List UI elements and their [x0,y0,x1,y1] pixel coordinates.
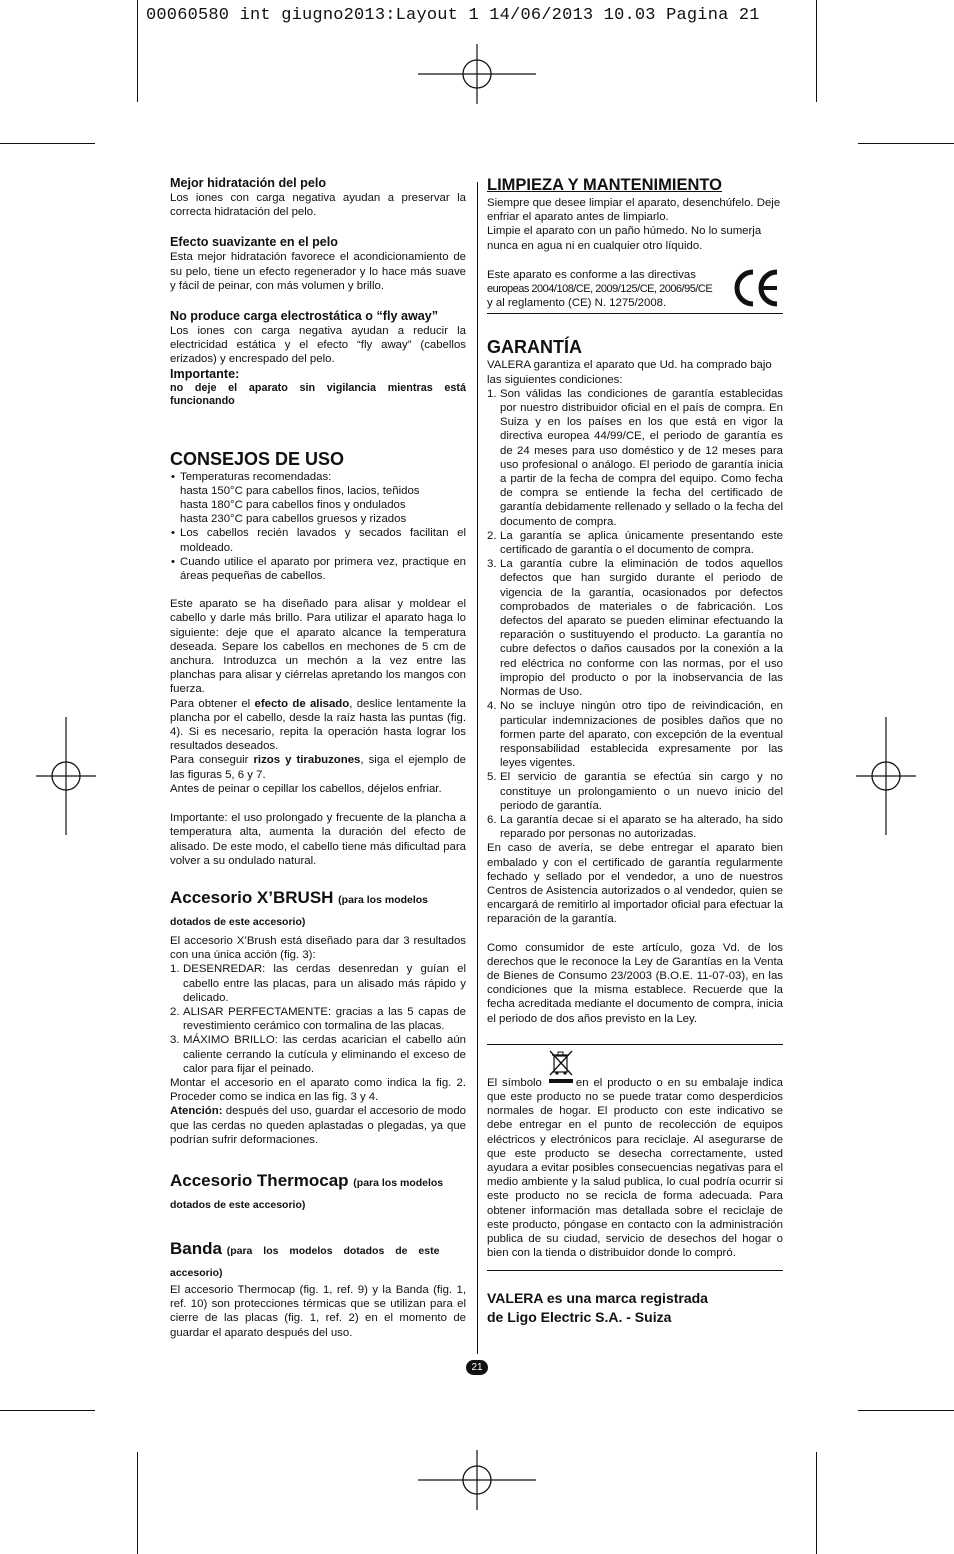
ce-compliance [487,268,783,311]
list-item: hasta 230°C para cabellos gruesos y rizados [180,513,407,526]
list-item: 6. La garantía decae si el aparato se ha alterado, ha sido reparado por personas no autorizadas. [487,813,783,841]
garantia-heading: GARANTÍA [487,337,582,358]
weee-notice [487,1049,783,1261]
list-item: 1. DESENREDAR: las cerdas desenredan y guían el cabello entre las placas, para un alisado más rápido y delicado. [170,963,466,1004]
list-item: hasta 150°C para cabellos finos, lacios, teñidos [180,484,420,497]
list-item: 2. La garantía se aplica únicamente presentando este certificado de garantía o el documento de compra. [487,529,783,557]
paragraph: Para obtener el efecto de alisado, deslice lentamente la plancha por el cabello, desde la raíz hasta las puntas (fig. 4). Si es necesario, repita la operación hasta lograr los resultados deseados. [170,697,466,753]
paragraph: Los iones con carga negativa ayudan a reducir la electricidad estática y el efecto “fly away” (cabellos erizados) y encrespado del pelo. [170,325,466,366]
brand-statement: VALERA es una marca registrada [487,1290,708,1307]
crop-mark [858,1410,954,1411]
list-item: 4. No se incluye ningún otro tipo de reivindicación, en particular indemnizaciones de posibles daños que no formen parte del aparato, con excepción de la eventual responsabilidad establecida expresamente por las leyes vigentes. [487,700,783,770]
registration-mark-icon [856,717,916,835]
list-item: • Temperaturas recomendadas: [170,470,466,484]
paragraph: Este aparato se ha diseñado para alisar y moldear el cabello y darle más brillo. Para utilizar el aparato haga lo siguiente: deje que el aparato alcance la temperatura deseada. Separe los cabellos en mechones de 5 cm de anchura. Introduzca un mechón a la vez entre las planchas para alisar y ciérrelas apretando los mangos con fuerza. [170,598,466,696]
paragraph: Esta mejor hidratación favorece el acondicionamiento de su pelo, tiene un efecto regenerador y lo hace más suave y fácil de peinar, con más volumen y brillo. [170,251,466,292]
crop-mark [137,0,138,102]
paragraph: En caso de avería, se debe entregar el aparato bien embalado y con el certificado de garantía regularmente fechado y sellado por el vendedor, a uno de nuestros Centros de Asistencia autorizados o al vendedor, quien se encargará de remitirlo al importador oficial para efectuar la reparación de la garantía. [487,842,783,926]
registration-mark-icon [36,717,96,835]
xbrush-list [170,962,466,1076]
section-title: Mejor hidratación del pelo [170,176,327,190]
page-number: 21 [466,1360,488,1375]
consejos-heading: CONSEJOS DE USO [170,448,345,469]
list-item: 1. Son válidas las condiciones de garantía establecidas por nuestro distribuidor oficial en el país de compra. En Suiza y en los países en los que está en vigor la directiva europea 44/99/CE, el periodo de garantía es de 24 meses para uso doméstico y de 12 meses para uso profesional o análogo. El periodo de garantía inicia a partir de la fecha de compra del equipo. Como fecha de compra se entiende la fecha del certificado de garantía debidamente rellenado y sellado o la fecha del documento de compra. [487,387,783,528]
crop-mark [0,143,95,144]
crossed-bin-icon [547,1049,575,1083]
tips-list [170,470,466,584]
paragraph: El símbolo en el producto o en su embalaje indica que este producto no se puede tratar como desperdicios normales de hogar. El producto con este indicativo se debe entregar en el punto de recolección de equipos eléctricos y electrónicos para reciclaje. Al asegurarse de que este producto se desecha correctamente, usted ayudara a evitar posibles consecuencias negativas para el medio ambiente y la salud publica, lo cual podría ocurrir si este producto no se recicla de forma adecuada. Para obtener información mas detallada sobre el reciclaje de este producto, póngase en contacto con la administración publica de su ciudad, servicio de desechos del hogar o bien con la tienda o distribuidor donde lo compró. [487,1076,783,1260]
paragraph: Atención: después del uso, guardar el accesorio de modo que las cerdas no queden aplastadas o plegadas, ya que podrían sufrir deformaciones. [170,1105,466,1146]
paragraph: europeas 2004/108/CE, 2009/125/CE, 2006/95/CE [487,283,713,296]
crop-mark [816,0,817,102]
paragraph: El accesorio X’Brush está diseñado para dar 3 resultados con una única acción (fig. 3): [170,934,466,962]
list-item: 3. La garantía cubre la eliminación de todos aquellos defectos que han surgido durante el periodo de vigencia de la garantía, ocasionados por defectos comprobados de materiales o de fabricación. Los defectos del aparato se pueden eliminar efectuando la reparación o sustituyendo el producto. La garantía no cubre defectos o daños causados por la conexión a la red eléctrica no conforme con las normas, por el uso impropio del producto o por la inobservancia de las Normas de Uso. [487,558,783,699]
paragraph: Como consumidor de este artículo, goza Vd. de los derechos que le reconoce la Ley de Garantías en la Venta de Bienes de Consumo 23/2003 (B.O.E. 11-07-03), en las condiciones que la misma establece. Recuerde que la fecha acreditada mediante el documento de compra, inicia el periodo de dos años previsto en la Ley. [487,941,783,1025]
list-item: 3. MÁXIMO BRILLO: las cerdas acarician el cabello aún caliente cerrando la cutícula y eliminando el exceso de calor para fijar el peinado. [170,1034,466,1075]
section-title: Efecto suavizante en el pelo [170,235,338,250]
paragraph: VALERA garantiza el aparato que Ud. ha comprado bajo las siguientes condiciones: [487,359,772,386]
important-text: no deje el aparato sin vigilancia mientras está funcionando [170,381,466,407]
xbrush-heading: Accesorio X’BRUSH (para los modelos dotados de este accesorio) [170,887,429,928]
paragraph: Limpie el aparato con un paño húmedo. No lo sumerja nunca en agua ni en cualquier otro líquido. [487,225,762,252]
banda-heading: Banda (para los modelos dotados de este accesorio) [170,1238,440,1279]
limpieza-heading: LIMPIEZA Y MANTENIMIENTO [487,176,722,194]
crop-mark [816,1452,817,1554]
crop-mark [0,1410,95,1411]
column-separator [477,182,478,1354]
registration-mark-icon [418,44,536,104]
thermocap-heading: Accesorio Thermocap (para los modelos dotados de este accesorio) [170,1170,444,1211]
paragraph: Este aparato es conforme a las directivas [487,268,696,281]
list-item: hasta 180°C para cabellos finos y ondulados [180,499,406,512]
paragraph: y al reglamento (CE) N. 1275/2008. [487,297,667,310]
paragraph: El accesorio Thermocap (fig. 1, ref. 9) y la Banda (fig. 1, ref. 10) son protecciones térmicas que se utilizan para el cierre de las placas (fig. 1, ref. 2) en el momento de guardar el aparato después del uso. [170,1283,466,1339]
list-item: 5. El servicio de garantía se efectúa sin cargo y no constituye un prolongamiento o un nuevo inicio del periodo de garantía. [487,771,783,812]
brand-statement: de Ligo Electric S.A. - Suiza [487,1309,672,1326]
important-label: Importante: [170,366,240,381]
list-item: • Los cabellos recién lavados y secados facilitan el moldeado. [170,526,466,554]
ce-mark-icon [733,268,783,308]
crop-mark [858,143,954,144]
section-title: No produce carga electrostática o “fly away” [170,309,439,324]
warranty-list [487,387,783,842]
paragraph: Importante: el uso prolongado y frecuente de la plancha a temperatura alta, aumenta la duración del efecto de alisado. De este modo, el cabello tiene más dificultad para volver a su ondulado natural. [170,812,466,867]
right-column [487,176,783,1327]
registration-mark-icon [418,1450,536,1510]
left-column [170,176,466,1340]
paragraph: Montar el accesorio en el aparato como indica la fig. 2. Proceder como se indica en las fig. 3 y 4. [170,1076,466,1104]
paragraph: Para conseguir rizos y tirabuzones, siga el ejemplo de las figuras 5, 6 y 7. [170,754,466,781]
list-item: • Cuando utilice el aparato por primera vez, practique en áreas pequeñas de cabellos. [170,555,466,583]
slug-line: 00060580 int giugno2013:Layout 1 14/06/2013 10.03 Pagina 21 [146,6,760,25]
paragraph: Antes de peinar o cepillar los cabellos, déjelos enfriar. [170,782,442,795]
paragraph: Los iones con carga negativa ayudan a preservar la correcta hidratación del pelo. [170,192,466,219]
crop-mark [137,1452,138,1554]
list-item: 2. ALISAR PERFECTAMENTE: gracias a las 5 capas de revestimiento cerámico con tormalina de las placas. [170,1005,466,1033]
paragraph: Siempre que desee limpiar el aparato, desenchúfelo. Deje enfriar el aparato antes de limpiarlo. [487,197,781,224]
